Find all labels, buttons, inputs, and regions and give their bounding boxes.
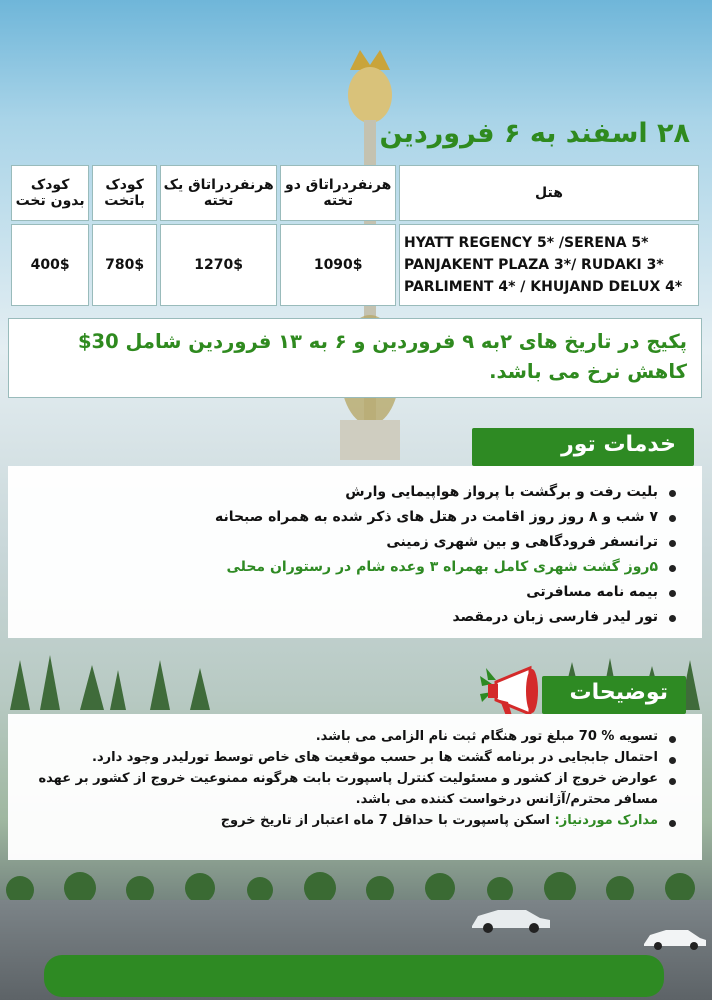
list-item: ۵روز گشت شهری کامل بهمراه ۳ وعده شام در رستوران محلی: [18, 555, 678, 580]
documents-label: مدارک موردنیاز:: [554, 813, 658, 828]
car-image: [642, 926, 708, 952]
list-item: ترانسفر فرودگاهی و بین شهری زمینی: [18, 530, 678, 555]
price-table: [8, 162, 702, 309]
hotel-list: [399, 224, 699, 306]
notes-list: [18, 726, 678, 831]
date-title: ۲۸ اسفند به ۶ فروردین: [379, 118, 690, 149]
notes-panel: [8, 714, 702, 860]
price-single-room: 1270$: [160, 224, 277, 306]
price-child-no-bed: 400$: [11, 224, 89, 306]
car-image: [468, 904, 554, 934]
header-double-room: هرنفردراتاق دو تخته: [280, 165, 396, 221]
header-single-room: هرنفردراتاق یک تخته: [160, 165, 277, 221]
shrubs-image: [0, 860, 712, 905]
price-double-room: 1090$: [280, 224, 396, 306]
hotel-name: PARLIMENT 4* / KHUJAND DELUX 4*: [404, 279, 683, 295]
list-item: احتمال جابجایی در برنامه گشت ها بر حسب موقعیت های خاص توسط تورلیدر وجود دارد.: [18, 747, 678, 768]
table-header-row: [11, 165, 699, 221]
list-item: [18, 810, 678, 831]
services-panel: [8, 466, 702, 638]
list-item: تسویه % 70 مبلغ تور هنگام ثبت نام الزامی می باشد.: [18, 726, 678, 747]
price-child-with-bed: 780$: [92, 224, 157, 306]
header-child-no-bed: کودک بدون تخت: [11, 165, 89, 221]
discount-notice: پکیج در تاریخ های ۲به ۹ فروردین و ۶ به ۱۳ فروردین شامل 30$ کاهش نرخ می باشد.: [8, 318, 702, 398]
header-hotel: هتل: [399, 165, 699, 221]
table-row: [11, 224, 699, 306]
hotel-name: PANJAKENT PLAZA 3*/ RUDAKI 3*: [404, 257, 664, 273]
documents-text: اسکن پاسپورت با حداقل 7 ماه اعتبار از تاریخ خروج: [220, 813, 555, 828]
services-title: خدمات تور: [472, 428, 694, 466]
services-list: [18, 480, 678, 630]
bottom-bar: [44, 955, 664, 997]
list-item: بیمه نامه مسافرتی: [18, 580, 678, 605]
notes-title: توضیحات: [542, 676, 686, 714]
list-item: تور لیدر فارسی زبان درمقصد: [18, 605, 678, 630]
hotel-name: HYATT REGENCY 5* /SERENA 5*: [404, 235, 649, 251]
header-child-with-bed: کودک باتخت: [92, 165, 157, 221]
list-item: ۷ شب و ۸ روز روز اقامت در هتل های ذکر شده به همراه صبحانه: [18, 505, 678, 530]
list-item: عوارض خروج از کشور و مسئولیت کنترل پاسپورت بابت هرگونه ممنوعیت خروج از کشور بر عهده مسافر محترم/آژانس درخواست کننده می باشد.: [18, 768, 678, 810]
list-item: بلیت رفت و برگشت با پرواز هواپیمایی وارش: [18, 480, 678, 505]
megaphone-icon: [478, 664, 550, 720]
